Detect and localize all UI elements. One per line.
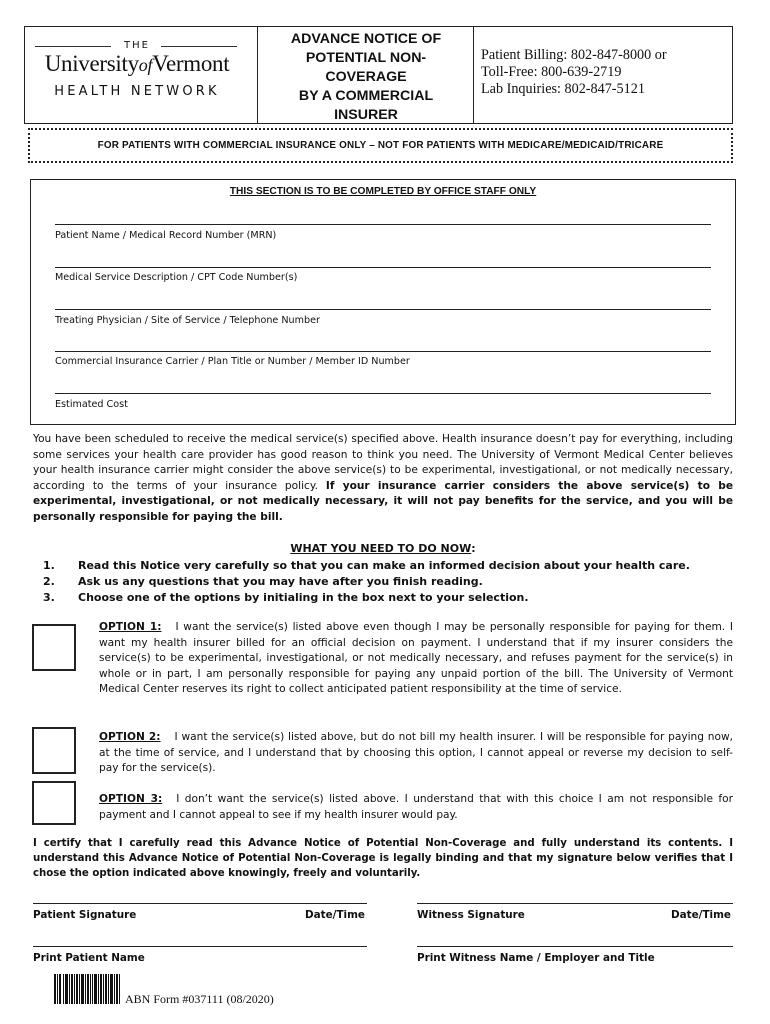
what-you-need-title: WHAT YOU NEED TO DO NOW: [290, 542, 476, 555]
estimated-cost-field[interactable] [55, 393, 711, 394]
uvm-health-network-logo [33, 34, 241, 110]
option-3: OPTION 3: I don’t want the service(s) listed above. I understand that with this choice I am not responsible for payment and I cannot appeal to see if my health insurer would pay. [99, 793, 733, 821]
office-staff-section-title: THIS SECTION IS TO BE COMPLETED BY OFFICE STAFF ONLY [229, 186, 537, 197]
step-number: 3. [43, 591, 55, 604]
step-number: 1. [43, 559, 55, 572]
form-title: ADVANCE NOTICE OF POTENTIAL NON- COVERAGE BY A COMMERCIAL INSURER [290, 31, 442, 123]
witness-signature-label: Witness Signature [417, 909, 525, 921]
header-divider [473, 26, 474, 124]
intro-paragraph: You have been scheduled to receive the medical service(s) specified above. Health insurance doesn’t pay for everything, including some services your health care provider has good reason to think you need. The University of Vermont Medical Center believes your health insurance carrier might consider the above service(s) to be experimental, investigational, or not medically necessary, according to the terms of your insurance policy. If your insurance carrier considers the above service(s) to be experimental, investigational, or not medically necessary, it will not pay benefits for the service, and you will be personally responsible for paying the bill. [33, 433, 734, 523]
header-divider [257, 26, 258, 124]
patient-signature-label: Patient Signature [33, 909, 137, 921]
field-label: Commercial Insurance Carrier / Plan Title or Number / Member ID Number [55, 356, 410, 367]
service-description-cpt-field[interactable] [55, 267, 711, 268]
lab-inquiries-phone: Lab Inquiries: 802-847-5121 [481, 81, 645, 97]
logo-the: THE [124, 40, 150, 51]
patient-billing-phone: Patient Billing: 802-847-8000 or [481, 47, 667, 63]
option-1-label: OPTION 1: [99, 621, 162, 633]
field-label: Patient Name / Medical Record Number (MRN) [55, 230, 277, 241]
field-label: Medical Service Description / CPT Code Number(s) [55, 272, 298, 283]
form-number: ABN Form #037111 (08/2020) [125, 992, 274, 1006]
option-2-initial-box[interactable] [32, 727, 76, 774]
physician-site-phone-field[interactable] [55, 309, 711, 310]
print-patient-name-label: Print Patient Name [33, 952, 145, 964]
toll-free-phone: Toll-Free: 800-639-2719 [481, 64, 622, 80]
witness-date-time-label: Date/Time [671, 909, 731, 921]
logo-health-network: HEALTH NETWORK [54, 84, 220, 99]
commercial-only-banner-text: FOR PATIENTS WITH COMMERCIAL INSURANCE ONLY – NOT FOR PATIENTS WITH MEDICARE/MEDICAID/TRICARE [97, 140, 664, 151]
contact-info [481, 47, 731, 98]
option-2: OPTION 2: I want the service(s) listed above, but do not bill my health insurer. I will be responsible for paying now, at the time of service, and I understand that by choosing this option, I cannot appeal or reverse my decision to self-pay for the service(s). [99, 731, 733, 774]
certification-statement: I certify that I carefully read this Advance Notice of Potential Non-Coverage and fully understand its contents. I understand this Advance Notice of Potential Non-Coverage is legally binding and that my signature below verifies that I chose the option indicated above knowingly, freely and voluntarily. [33, 838, 733, 880]
step-text: Read this Notice very carefully so that you can make an informed decision about your health care. [78, 559, 690, 572]
option-3-initial-box[interactable] [32, 781, 76, 825]
option-1: OPTION 1: I want the service(s) listed above even though I may be personally responsible for paying for them. I want my health insurer billed for an official decision on payment. I understand that if my insurer considers the service(s) to be experimental, investigational, or not medically necessary, and refuses payment for the service(s) in whole or in part, I am personally responsible for paying any unpaid portion of the bill. The University of Vermont Medical Center reserves its right to collect anticipated patient responsibility at the time of service. [99, 621, 733, 695]
insurance-carrier-field[interactable] [55, 351, 711, 352]
print-witness-name-label: Print Witness Name / Employer and Title [417, 952, 655, 964]
step-text: Ask us any questions that you may have after you finish reading. [78, 575, 483, 588]
option-1-initial-box[interactable] [32, 624, 76, 671]
patient-date-time-label: Date/Time [305, 909, 365, 921]
option-3-label: OPTION 3: [99, 793, 163, 805]
logo-rule [161, 46, 237, 47]
patient-signature-line[interactable] [33, 903, 367, 904]
print-witness-name-line[interactable] [417, 946, 733, 947]
office-staff-section [30, 179, 736, 425]
logo-university-of-vermont: UniversityofVermont [44, 51, 230, 76]
barcode [54, 974, 120, 1004]
field-label: Estimated Cost [55, 399, 128, 410]
step-number: 2. [43, 575, 55, 588]
step-text: Choose one of the options by initialing in the box next to your selection. [78, 591, 529, 604]
option-2-label: OPTION 2: [99, 731, 161, 743]
field-label: Treating Physician / Site of Service / Telephone Number [55, 315, 320, 326]
print-patient-name-line[interactable] [33, 946, 367, 947]
witness-signature-line[interactable] [417, 903, 733, 904]
patient-name-mrn-field[interactable] [55, 224, 711, 225]
